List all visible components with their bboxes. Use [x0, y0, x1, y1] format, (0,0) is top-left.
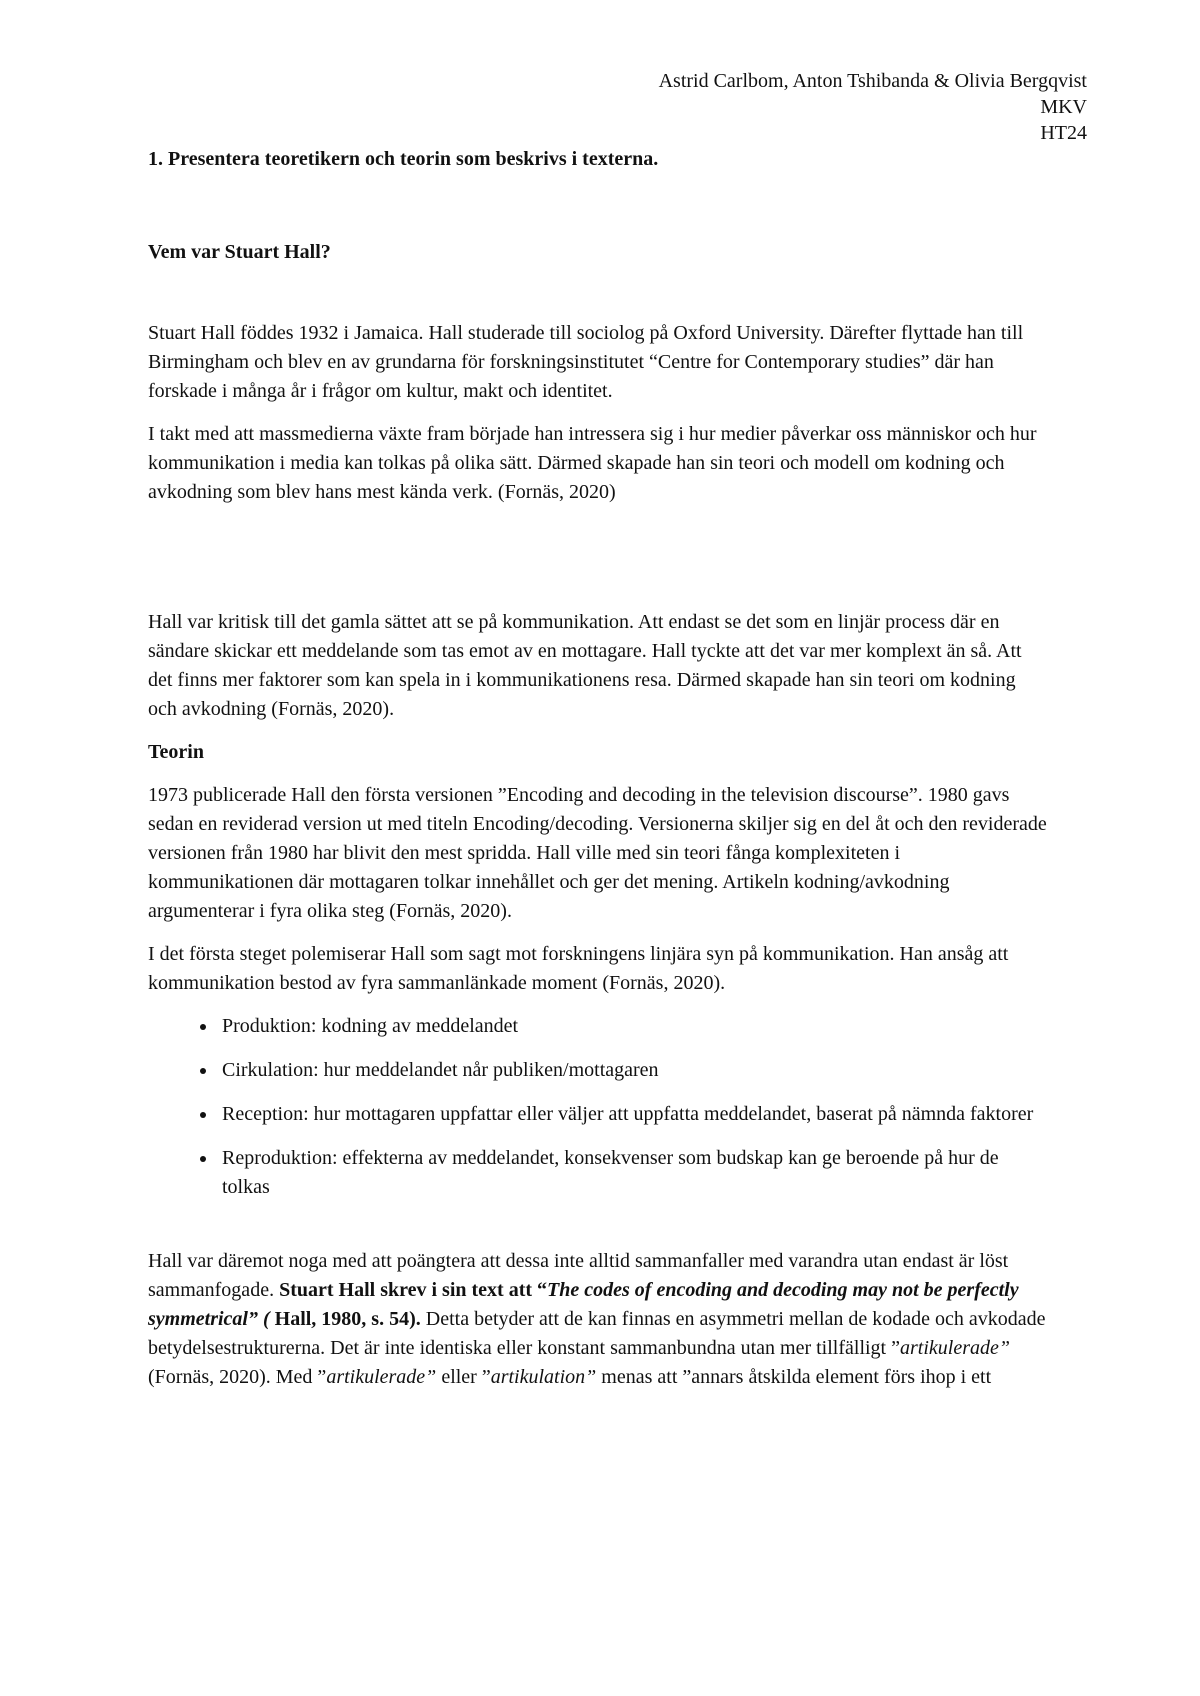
text-run-bold: Stuart Hall skrev i sin text att “: [279, 1279, 548, 1301]
text-run-italic: artikulerade”: [900, 1337, 1010, 1359]
text-run: eller ”: [436, 1366, 491, 1388]
text-run-italic: artikulerade”: [326, 1366, 437, 1388]
paragraph: I takt med att massmedierna växte fram började han intressera sig i hur medier påverkar oss människor och hur kommunikation i media kan tolkas på olika sätt. Därmed skapade han sin teori och modell om kodning och avkodning som blev hans mest kända verk. (Fornäs, 2020): [148, 423, 1037, 503]
text-run: Hall var däremot noga med att poängtera att dessa inte alltid sammanfaller med varandra utan endast är löst sammanfogade.: [148, 1250, 1009, 1301]
section-heading-vem-var-stuart-hall: Vem var Stuart Hall?: [148, 241, 331, 263]
citation-bold: Hall, 1980, s. 54).: [269, 1308, 421, 1330]
list-item: • Cirkulation: hur meddelandet når publiken/mottagaren: [218, 1056, 1048, 1085]
document-body: [148, 145, 1048, 1392]
text-run: Detta betyder att de kan finnas en asymmetri mellan de kodade och avkodade betydelsestrukturerna. Det är inte identiska eller konstant sammanbundna utan mer tillfälligt ”: [148, 1308, 1046, 1359]
text-run: menas att ”annars åtskilda element förs ihop i ett: [596, 1366, 992, 1388]
list-item: • Produktion: kodning av meddelandet: [218, 1012, 1048, 1041]
list-item: • Reception: hur mottagaren uppfattar eller väljer att uppfatta meddelandet, baserat på nämnda faktorer: [218, 1100, 1048, 1129]
authors-line: Astrid Carlbom, Anton Tshibanda & Olivia Bergqvist: [658, 70, 1087, 92]
list-item: • Reproduktion: effekterna av meddelandet, konsekvenser som budskap kan ge beroende på hur de tolkas: [218, 1144, 1048, 1202]
text-run: (Fornäs, 2020). Med ”: [148, 1366, 327, 1388]
paragraph: [148, 1247, 1048, 1392]
section-heading-teorin: Teorin: [148, 741, 204, 763]
paragraph: I det första steget polemiserar Hall som sagt mot forskningens linjära syn på kommunikation. Han ansåg att kommunikation bestod av fyra sammanlänkade moment (Fornäs, 2020).: [148, 943, 1009, 994]
course-line: MKV: [1040, 96, 1087, 118]
text-run-italic: artikulation”: [490, 1366, 597, 1388]
question-heading: 1. Presentera teoretikern och teorin som beskrivs i texterna.: [148, 148, 659, 170]
moment-list: [148, 1012, 1048, 1202]
term-line: HT24: [1040, 122, 1087, 144]
paragraph: Stuart Hall föddes 1932 i Jamaica. Hall studerade till sociolog på Oxford University. Därefter flyttade han till Birmingham och blev en av grundarna för forskningsinstitutet “Centre for Contemporary studies” där han forskade i många år i frågor om kultur, makt och identitet.: [148, 322, 1024, 402]
quote-bold-italic: The codes of encoding and decoding may not be perfectly symmetrical” (: [148, 1279, 1019, 1330]
paragraph: 1973 publicerade Hall den första versionen ”Encoding and decoding in the television discourse”. 1980 gavs sedan en reviderad version ut med titeln Encoding/decoding. Versionerna skiljer sig en del åt och den reviderade versionen från 1980 har blivit den mest spridda. Hall ville med sin teori fånga komplexiteten i kommunikationen där mottagaren tolkar innehållet och ger det mening. Artikeln kodning/avkodning argumenterar i fyra olika steg (Fornäs, 2020).: [148, 784, 1047, 922]
page-header: [487, 68, 1087, 146]
paragraph: Hall var kritisk till det gamla sättet att se på kommunikation. Att endast se det som en linjär process där en sändare skickar ett meddelande som tas emot av en mottagare. Hall tyckte att det var mer komplext än så. Att det finns mer faktorer som kan spela in i kommunikationens resa. Därmed skapade han sin teori om kodning och avkodning (Fornäs, 2020).: [148, 611, 1022, 720]
